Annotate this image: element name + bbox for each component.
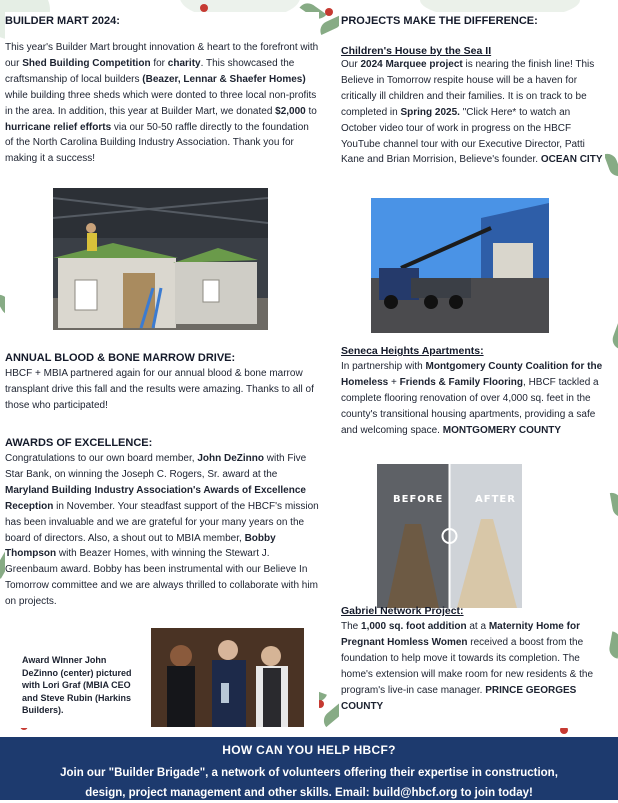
right-column — [339, 12, 605, 728]
childrens-house-photo — [371, 198, 549, 333]
gabriel-title: Gabriel Network Project: — [341, 605, 464, 617]
after-label: AFTER — [475, 494, 516, 505]
seneca-text: In partnership with Montgomery County Coalition for the Homeless + Friends & Family Flooring, HBCF tackled a complete flooring renovation of over 4,000 sq. feet in the county's transitional housing apartments, providing a safe and welcoming space. MONTGOMERY COUNTY — [341, 361, 603, 436]
shed-competition-photo — [53, 188, 268, 330]
left-column — [5, 12, 319, 728]
gabriel-text: The 1,000 sq. foot addition at a Maternity Home for Pregnant Homless Women received a boost from the foundation to help move it towards its completion. The home's extension will make room for new residents & the program's live-in case manager. PRINCE GEORGES COUNTY — [341, 621, 594, 712]
blood-drive-text: HBCF + MBIA partnered again for our annual blood & bone marrow transplant drive this fall and the results were amazing. Thanks to all of those who participated! — [5, 368, 314, 411]
awards-heading: AWARDS OF EXCELLENCE: — [5, 437, 153, 449]
before-after-flooring-photo — [377, 464, 522, 608]
seneca-title: Seneca Heights Apartments: — [341, 345, 484, 357]
childrens-house-title: Children's House by the Sea II — [341, 45, 492, 57]
awards-text: Congratulations to our own board member, John DeZinno with Five Star Bank, on winning the Joseph C. Rogers, Sr. award at the Maryland Building Industry Association's Awards of Excellence Reception in November. Your steadfast support of the HBCF's mission has been invaluable and we are grateful for your many years on the board of directors. Also, a shout out to MBIA member, Bobby Thompson with Beazer Homes, with winning the Stewart J. Greenbaum award. Bobby has been instrumental with our Believe In Tomorrow committee and we are always thrilled to collaborate with him on projects. — [5, 453, 319, 608]
help-footer-banner — [0, 737, 618, 800]
footer-heading: HOW CAN YOU HELP HBCF? — [222, 743, 396, 757]
projects-heading: PROJECTS MAKE THE DIFFERENCE: — [341, 15, 538, 27]
award-photo-caption: Award WInner John DeZinno (center) pictured with Lori Graf (MBIA CEO and Steve Rubin (Harkins Builders). — [22, 655, 132, 715]
childrens-house-text: Our 2024 Marquee project is nearing the finish line! This Believe in Tomorrow respite house will be a haven for critically ill children and their families. It is on track to be completed in Spring 2025. "Click Here* to watch an October video tour of work in progress on the HBCF YouTube channel tour with our Executive Director, Patti Kane and Brian Morrision, Believe's founder. OCEAN CITY — [341, 59, 603, 166]
builder-mart-text: This year's Builder Mart brought innovation & heart to the forefront with our Shed Building Competition for charity. This showcased the craftsmanship of local builders (Beazer, Lennar & Shaefer Homes) while building three sheds which were donted to three local non-profits in the area. In addition, this year at Builder Mart, we donated $2,000 to hurricane relief efforts via our 50-50 raffle directly to the foundation of the North Carolina Building Industry Association. Thank you for making it a success! — [5, 42, 319, 165]
before-label: BEFORE — [393, 494, 444, 505]
builder-mart-heading: BUILDER MART 2024: — [5, 15, 120, 27]
footer-text: Join our "Builder Brigade", a network of volunteers offering their expertise in construction, design, project management and other skills. Email: build@hbcf.org to join today! — [60, 767, 558, 799]
award-winners-photo — [151, 628, 304, 727]
blood-drive-heading: ANNUAL BLOOD & BONE MARROW DRIVE: — [5, 352, 236, 364]
